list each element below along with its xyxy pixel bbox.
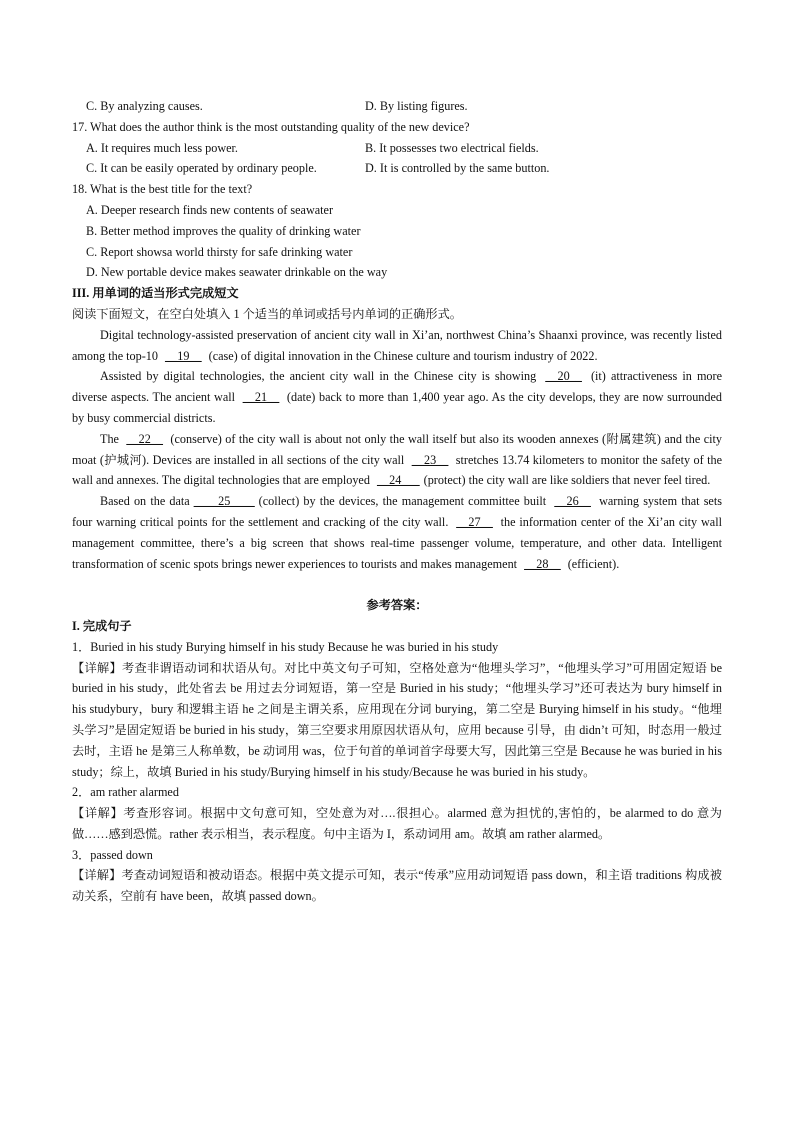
blank-26: __26__ — [554, 494, 591, 509]
passage-paragraph-4 — [72, 491, 722, 574]
blank-20: __20__ — [545, 369, 582, 384]
q17-option-b: B. It possesses two electrical fields. — [365, 140, 539, 155]
passage-text: Assisted by digital technologies, the ancient city wall in the Chinese city is showing — [100, 369, 542, 384]
passage-text: (case) of digital innovation in the Chinese culture and tourism industry of 2022. — [205, 348, 598, 363]
passage-text: warning system that sets four warning critical points for the settlement and cracking of the city wall. — [72, 494, 722, 529]
q18-option-a: A. Deeper research finds new contents of seawater — [86, 202, 334, 217]
passage-text: stretches 13.74 kilometers to monitor the safety of the wall and annexes. The digital technologies that are employed — [72, 452, 723, 488]
q18-option-b: B. Better method improves the quality of drinking water — [86, 223, 361, 238]
passage-text: (date) back to more than 1,400 year ago. As the city develops, they are now surrounded by busy commercial districts. — [72, 390, 722, 425]
q17-option-c: C. It can be easily operated by ordinary people. — [86, 161, 317, 176]
answers-title: 参考答案： — [366, 598, 428, 613]
answers-section-heading: I. 完成句子 — [72, 618, 132, 633]
passage-text: (protect) the city wall are like soldiers that never feel tired. — [423, 473, 711, 488]
q17-stem: 17. What does the author think is the most outstanding quality of the new device? — [72, 119, 470, 134]
answer-1: 1．Buried in his study Burying himself in his study Because he was buried in his study — [72, 639, 499, 654]
passage-text: (efficient). — [564, 556, 620, 571]
answer-3: 3．passed down — [72, 847, 153, 862]
passage-text: Digital technology-assisted preservation of ancient city wall in Xi’an, northwest China’s Shaanxi province, was recently listed among the top-10 — [72, 327, 722, 363]
q17-option-d: D. It is controlled by the same button. — [365, 161, 550, 176]
passage-paragraph-3 — [72, 429, 722, 491]
passage-text: The — [100, 431, 123, 446]
q17-options-ab — [72, 138, 722, 159]
passage-text: (it) attractiveness in more diverse aspects. The ancient wall — [72, 369, 722, 405]
blank-21: __21__ — [242, 390, 280, 405]
passage-text: (conserve) of the city wall is about not only the wall itself but also its wooden annexes (附属建筑) and the city moat (护城河). Devices are installed in all sections of the city wall — [72, 431, 722, 467]
document-page — [72, 96, 722, 907]
q18-option-d: D. New portable device makes seawater drinkable on the way — [86, 265, 388, 280]
q17-option-a: A. It requires much less power. — [86, 140, 238, 155]
blank-23: __23__ — [411, 452, 449, 467]
spacer — [72, 574, 722, 595]
blank-27: __27__ — [456, 514, 493, 529]
blank-24: __24___ — [376, 473, 420, 488]
q16-option-d: D. By listing figures. — [365, 99, 468, 113]
blank-25: ____25____ — [193, 494, 255, 509]
q18-option-c: C. Report showsa world thirsty for safe drinking water — [86, 244, 353, 259]
q16-options-cd — [72, 96, 722, 117]
passage-text: the information center of the Xi’an city wall management committee, there’s a big screen that shows real-time passenger volume, temperature, and other data. Intelligent transformation of scenic spots brings newer experiences to tourists and makes management — [72, 514, 722, 571]
q16-option-c: C. By analyzing causes. — [86, 99, 203, 113]
passage-text: Based on the data — [100, 494, 190, 509]
section-instruction: 阅读下面短文，在空白处填入 1 个适当的单词或括号内单词的正确形式。 — [72, 306, 462, 321]
q18-stem: 18. What is the best title for the text? — [72, 182, 253, 197]
q17-options-cd — [72, 158, 722, 179]
answer-3-detail: 【详解】考查动词短语和被动语态。根据中英文提示可知，表示“传承”应用动词短语 pass down，和主语 traditions 构成被动关系，空前有 have been，故填 passed down。 — [72, 868, 722, 904]
passage-paragraph-2 — [72, 366, 722, 428]
answer-2: 2．am rather alarmed — [72, 785, 179, 800]
blank-28: __28__ — [524, 556, 561, 571]
blank-19: __19__ — [165, 348, 202, 363]
section-heading: III. 用单词的适当形式完成短文 — [72, 286, 239, 301]
answer-1-detail: 【详解】考查非谓语动词和状语从句。对比中英文句子可知，空格处意为“他埋头学习”，“他埋头学习”可用固定短语 be buried in his study，此处省去 be 用过去分词短语，第一空是 Buried in his study；“他埋头学习”还可表达为 bury himself in his studybury，bury 和逻辑主语 he 之间是主谓关系，应用现在分词 burying，第二空是 Burying himself in his study。“他埋头学习”是固定短语 be buried in his study，第三空要求用原因状语从句，应用 because 引导，由 didn’t 可知，时态用一般过去时，主语 he 是第三人称单数，be 动词用 was，位于句首的单词首字母要大写，因此第三空是 Because he was buried in his study；综上，故填 Buried in his study/Burying himself in his study/Because he was buried in his study。 — [72, 660, 722, 779]
blank-22: __22__ — [126, 431, 163, 446]
answer-2-detail: 【详解】考查形容词。根据中文句意可知，空处意为对….很担心。alarmed 意为担忧的,害怕的，be alarmed to do 意为做……感到恐慌。rather 表示相当，表示程度。句中主语为 I，系动词用 am。故填 am rather alarmed。 — [72, 806, 722, 841]
passage-text: (collect) by the devices, the management committee built — [258, 494, 551, 509]
passage-paragraph-1 — [72, 325, 722, 367]
